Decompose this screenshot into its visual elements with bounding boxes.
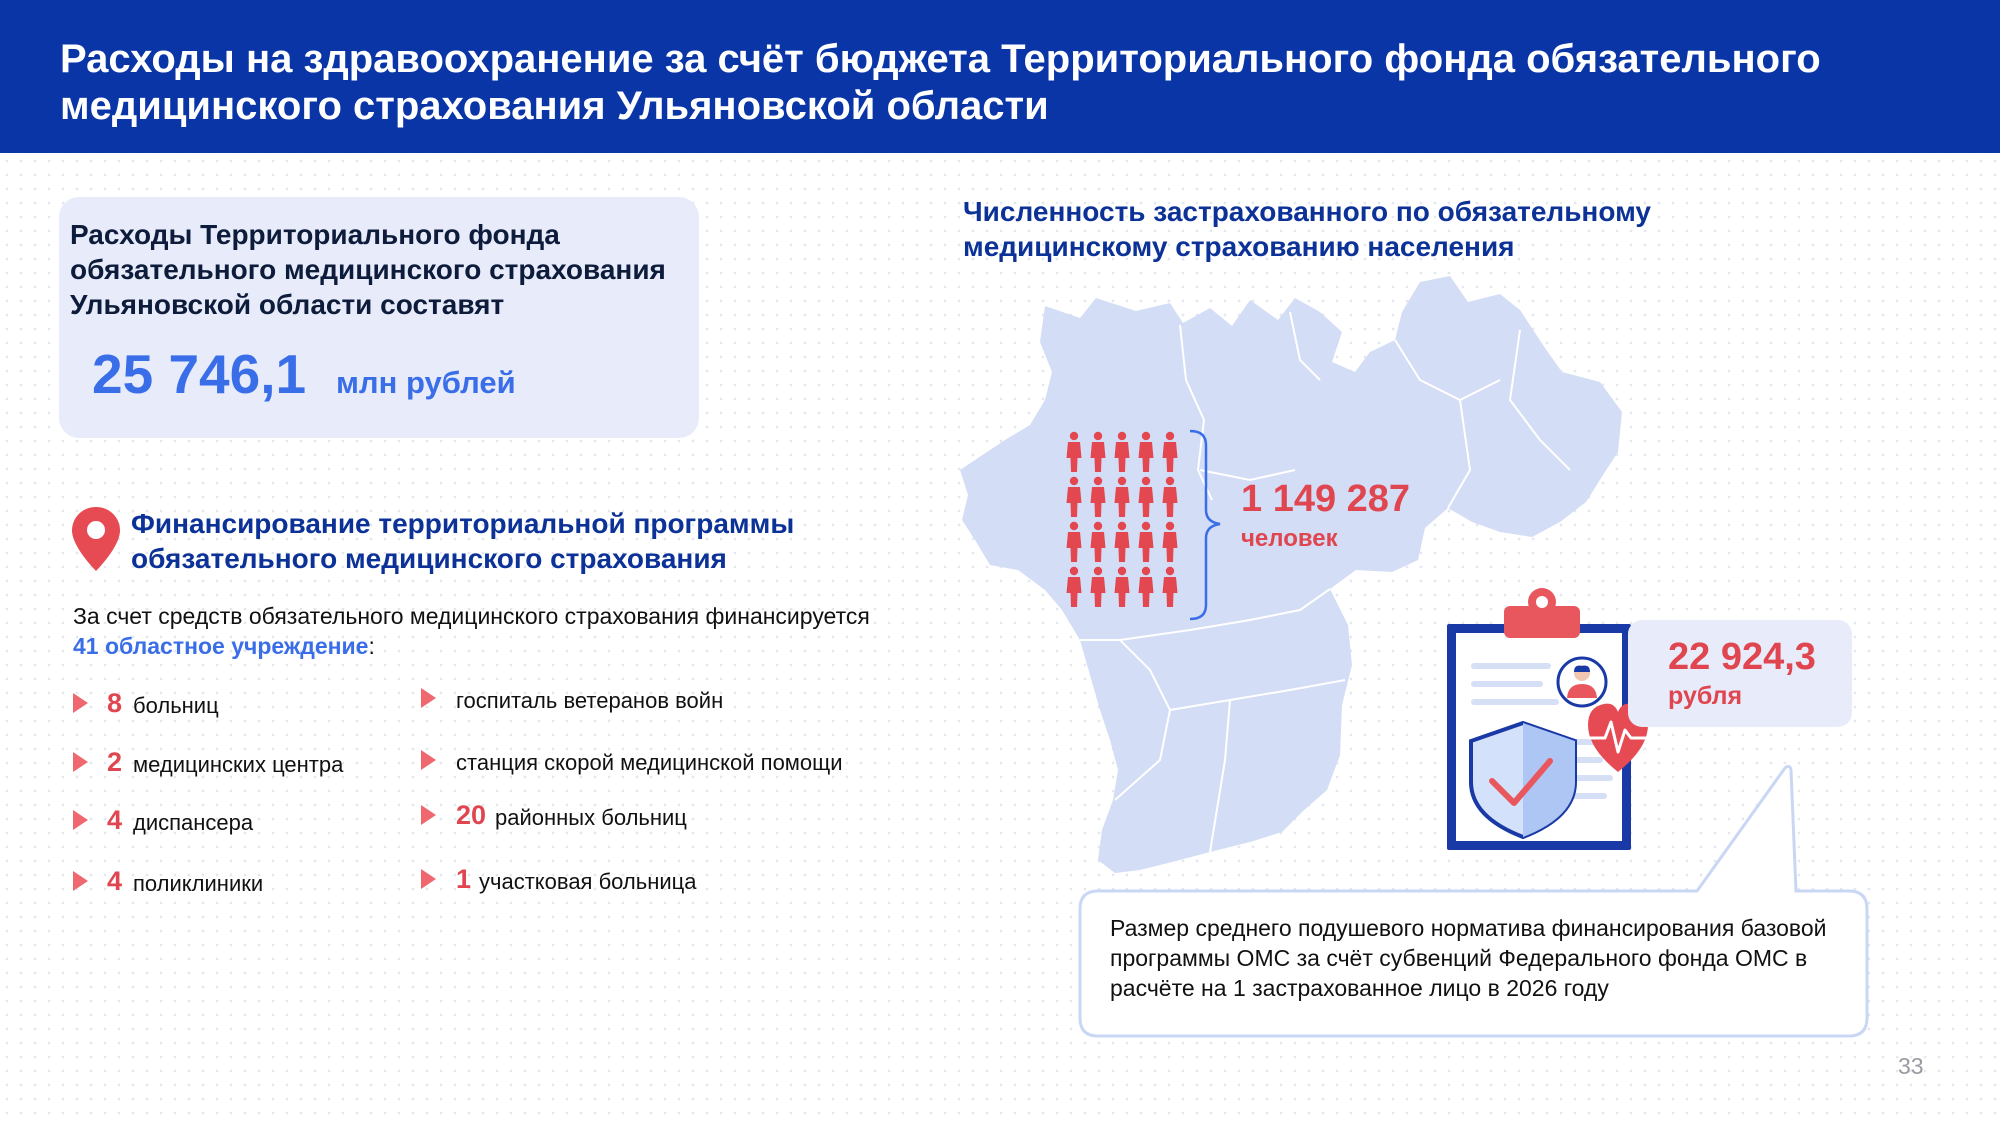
item-label: районных больниц <box>495 805 687 830</box>
doctor-avatar-icon <box>1558 658 1606 706</box>
item-number: 20 <box>456 800 487 830</box>
speech-bubble <box>1098 880 1698 890</box>
item-number: 4 <box>107 866 123 896</box>
item-label: госпиталь ветеранов войн <box>456 688 724 713</box>
funding-intro-end: : <box>368 633 375 659</box>
expenses-title: Расходы Территориального фонда обязательного медицинского страхования Ульяновской области составят <box>70 219 666 320</box>
funding-title: Финансирование территориальной программы обязательного медицинского страхования <box>131 508 795 574</box>
normative-unit: рубля <box>1668 682 1743 710</box>
page-number: 33 <box>1898 1053 1924 1079</box>
population-value: 1 149 287 <box>1241 478 1411 520</box>
clipboard-icon <box>1447 588 1648 850</box>
item-label: поликлиники <box>133 871 264 896</box>
item-number: 2 <box>107 747 123 777</box>
item-label: медицинских центра <box>133 752 344 777</box>
normative-value: 22 924,3 <box>1668 636 1816 678</box>
item-number: 4 <box>107 805 123 835</box>
normative-description: Размер среднего подушевого норматива финансирования базовой программы ОМС за счёт субвенций Федерального фонда ОМС в расчёте на 1 застрахованное лицо в 2026 году <box>1110 915 1827 1001</box>
item-label: станция скорой медицинской помощи <box>456 750 843 775</box>
page-title: Расходы на здравоохранение за счёт бюджета Территориального фонда обязательного медицинского страхования Ульяновской области <box>60 37 1821 128</box>
item-label: диспансера <box>133 810 254 835</box>
population-title: Численность застрахованного по обязательному медицинскому страхованию населения <box>963 196 1651 262</box>
item-number: 1 <box>456 864 472 894</box>
item-number: 8 <box>107 688 123 718</box>
funding-intro-text: За счет средств обязательного медицинского страхования финансируется <box>73 603 870 629</box>
item-label: больниц <box>133 693 219 718</box>
population-unit: человек <box>1241 525 1338 552</box>
normative-card <box>1628 620 1852 727</box>
item-label: участковая больница <box>479 869 697 894</box>
expenses-unit: млн рублей <box>336 365 516 400</box>
institutions-count: 41 областное учреждение <box>73 633 369 659</box>
expenses-value: 25 746,1 <box>92 343 307 405</box>
